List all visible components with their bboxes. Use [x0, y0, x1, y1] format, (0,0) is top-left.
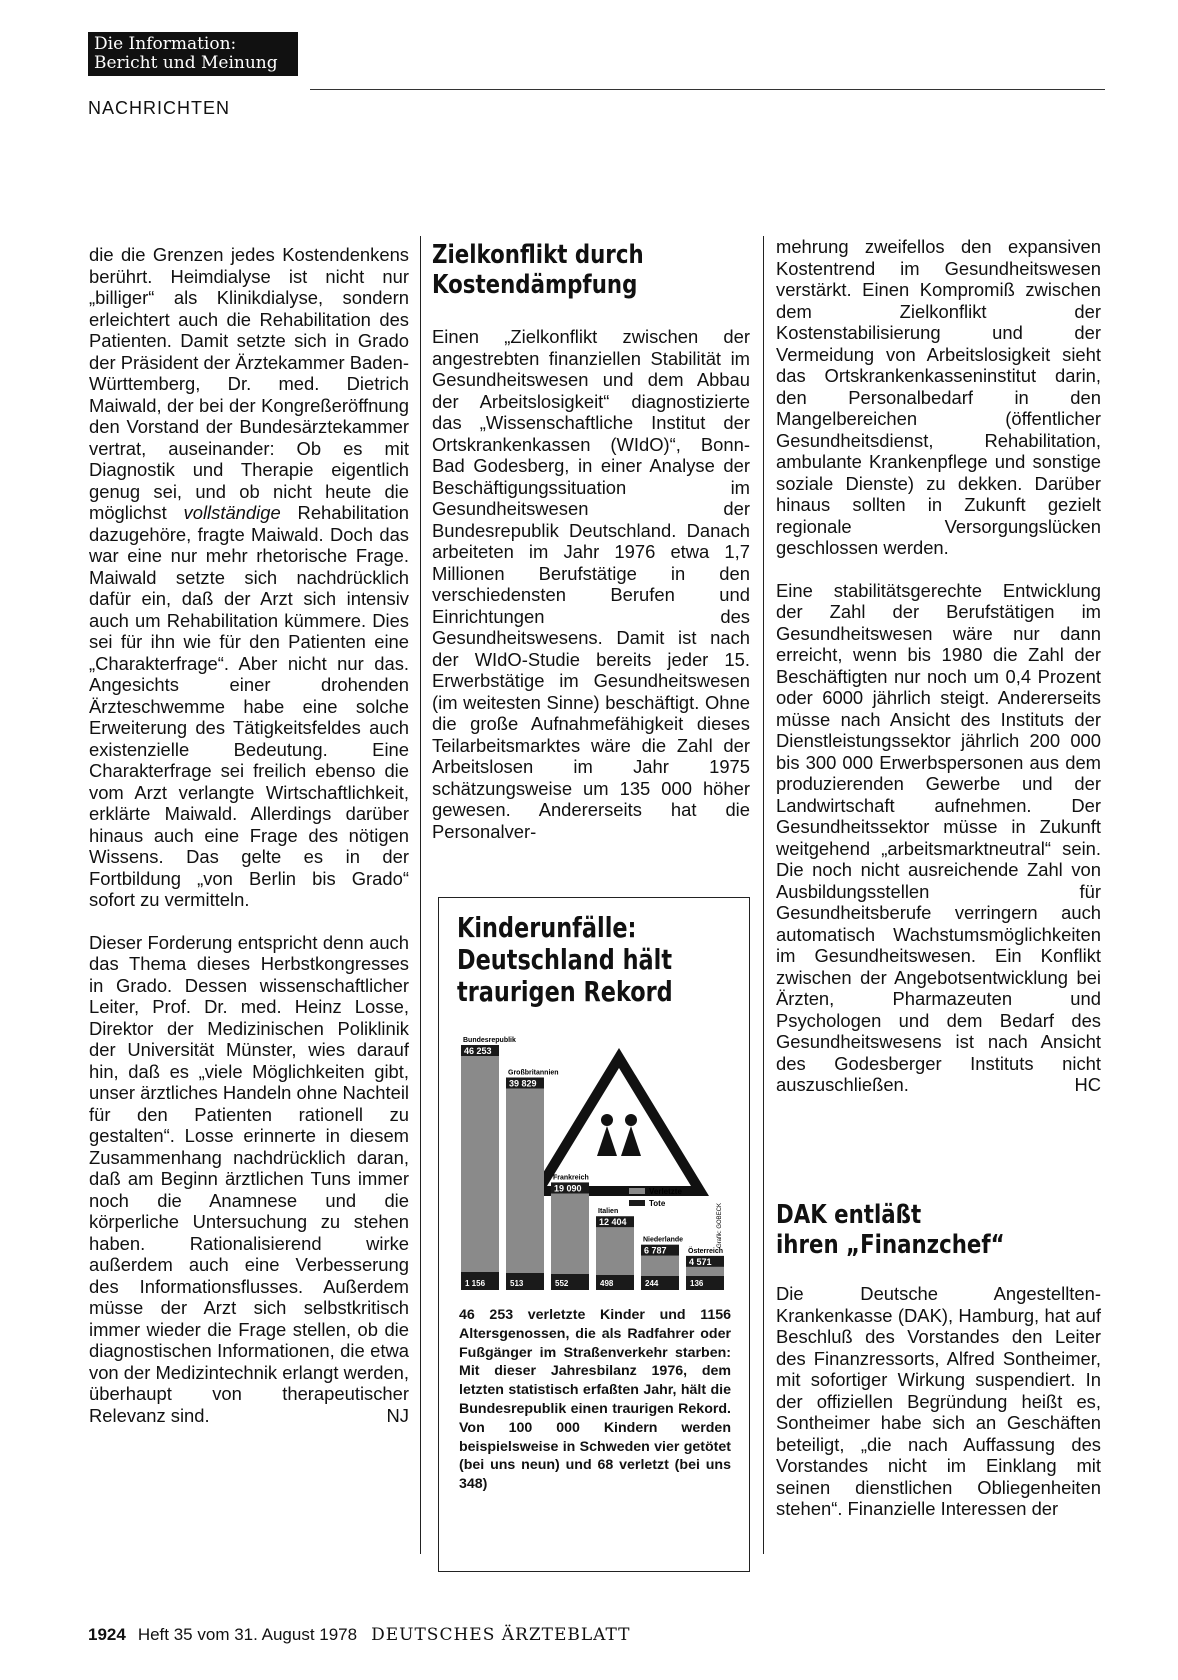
emphasis: vollständige [183, 502, 281, 523]
label-line-2: Bericht und Meinung [94, 53, 278, 73]
header-rule [310, 89, 1105, 90]
category-label: Großbritannien [508, 1069, 559, 1077]
value-label-verletzte: 12 404 [599, 1217, 627, 1228]
category-label: Niederlande [643, 1236, 684, 1244]
value-label-tote: 552 [555, 1279, 569, 1288]
value-label-verletzte: 6 787 [644, 1245, 667, 1256]
graphic-credit: Grafik: GOBECK [717, 1202, 723, 1248]
category-label: Italien [598, 1208, 619, 1216]
value-label-tote: 244 [645, 1279, 659, 1288]
column-divider-1 [420, 236, 421, 1554]
issue-info: Heft 35 vom 31. August 1978 [137, 1625, 358, 1644]
column-3 [776, 236, 1101, 1096]
value-label-verletzte: 39 829 [509, 1078, 537, 1089]
column-divider-2 [763, 236, 764, 1554]
magazine-name: DEUTSCHES ÄRZTEBLATT [371, 1625, 631, 1645]
label-line-1: Die Information: [94, 34, 237, 54]
article-headline: Zielkonflikt durch Kostendämpfung [432, 240, 644, 300]
section-title: NACHRICHTEN [88, 98, 231, 118]
legend-label-verletzte: Verletzte [649, 1187, 682, 1196]
article-headline-dak: DAK entläßt ihren „Finanzchef“ [776, 1200, 1005, 1260]
infographic-box [438, 897, 750, 1572]
bar-verletzte-1 [506, 1088, 544, 1290]
page-footer [88, 1625, 631, 1645]
value-label-tote: 1 156 [465, 1279, 486, 1288]
value-label-tote: 136 [690, 1279, 704, 1288]
author-sig: HC [1074, 1074, 1101, 1095]
col3-paragraph-2: Eine stabilitätsgerechte Entwicklung der Zahl der Berufstätigen im Gesundheitswesen wäre nur dann erreicht, wenn bis 1980 die Zahl der Beschäftigten nur noch um 0,4 Prozent oder 6000 jährlich steigt. Andererseits müsse nach Ansicht des Instituts der Dienstleistungssektor jährlich 200 000 bis 300 000 Erwerbspersonen aus dem produzierenden Gewerbe und der Landwirtschaft aufnehmen. Der Gesundheitssektor müsse in Zukunft weitgehend „arbeitsmarktneutral“ sein. Die noch nicht ausreichende Zahl von Ausbildungsstellen für Gesundheitsberufe verringern auch automatisch Wachstumsmöglichkeiten im Gesundheitswesen. Ein Konflikt zwischen der Angebotsentwicklung bei Ärzten, Pharmazeuten und Psychologen und dem Bedarf des Gesundheitswesens ist nach Ansicht des Godesberger Instituts nicht auszuschließen. HC [776, 579, 1101, 1095]
category-label: Bundesrepublik [463, 1037, 516, 1044]
legend-swatch-verletzte [629, 1188, 645, 1194]
legend-label-tote: Tote [649, 1199, 666, 1208]
infographic-caption: 46 253 verletzte Kinder und 1156 Altersgenossen, die als Radfahrer oder Fußgänger im Straßenverkehr starben: Mit dieser Jahresbilanz 1976, dem letzten statistisch erfaßten Jahr, hält die Bundesrepublik einen traurigen Rekord. Von 100 000 Kindern werden beispielsweise in Schweden vier getötet (bei uns neun) und 68 verletzt (bei uns 348) [459, 1307, 731, 1493]
section-label-box [88, 32, 298, 76]
value-label-tote: 513 [510, 1279, 524, 1288]
col1-paragraph-1: die die Grenzen jedes Kostendenkens berührt. Heimdialyse ist nicht nur „billiger“ als Klinikdialyse, sondern erleichtert auch die Rehabilitation des Patienten. Damit setzte sich in Grado der Präsident der Ärztekammer Baden-Württemberg, Dr. med. Dietrich Maiwald, der bei der Kongreßeröffnung den Vorstand der Bundesärztekammer vertrat, auseinander: Ob es mit Diagnostik und Therapie eigentlich genug sei, und ob nicht heute die möglichst vollständige Rehabilitation dazugehöre, fragte Maiwald. Doch das war eine nur mehr rhetorische Frage. Maiwald setzte sich nachdrücklich dafür ein, daß der Arzt sich intensiv auch um Rehabilitation kümmere. Dies sei für ihn wie für den Patienten eine „Charakterfrage“. Aber nicht nur das. Angesichts einer drohenden Ärzteschwemme habe eine solche Erweiterung des Tätigkeitsfeldes auch existenzielle Bedeutung. Eine Charakterfrage sei freilich ebenso die vom Arzt verlangte Wirtschaftlichkeit, erklärte Maiwald. Allerdings darüber hinaus auch eine Frage des nötigen Wissens. Das gelte es in der Fortbildung „von Berlin bis Grado“ sofort zu vermitteln. [89, 244, 409, 910]
category-label: Frankreich [553, 1174, 589, 1182]
page-number: 1924 [88, 1625, 126, 1644]
category-label: Österreich [688, 1247, 724, 1255]
col2-paragraph: Einen „Zielkonflikt zwischen der angestrebten finanziellen Stabilität im Gesundheitswesen und dem Abbau der Arbeitslosigkeit“ diagnostizierte das „Wissenschaftliche Institut der Ortskrankenkassen (WIdO)“, Bonn-Bad Godesberg, in einer Analyse der Beschäftigungssituation im Gesundheitswesen der Bundesrepublik Deutschland. Danach arbeiteten im Jahr 1976 etwa 1,7 Millionen Berufstätige in den verschiedensten Berufen und Einrichtungen des Gesundheitswesens. Damit ist nach der WIdO-Studie bereits jeder 15. Erwerbstätige im Gesundheitswesen (im weitesten Sinne) beschäftigt. Ohne die große Aufnahmefähigkeit dieses Teilarbeitsmarktes wäre die Zahl der Arbeitslosen im Jahr 1975 schätzungsweise um 135 000 höher gewesen. Andererseits hat die Personalver- [432, 326, 750, 842]
bar-verletzte-0 [461, 1056, 499, 1290]
accident-chart [459, 1028, 731, 1298]
value-label-verletzte: 19 090 [554, 1183, 582, 1194]
legend-swatch-tote [629, 1200, 645, 1206]
column-3-dak [776, 1283, 1101, 1520]
col3-paragraph-1: mehrung zweifellos den expansiven Kostentrend im Gesundheitswesen verstärkt. Einen Kompromiß zwischen dem Zielkonflikt der Kostenstabilisierung und der Vermeidung von Arbeitslosigkeit sieht das Ortskrankenkasseninstitut darin, den Personalbedarf in den Mangelbereichen (öffentlicher Gesundheitsdienst, Rehabilitation, ambulante Krankenpflege und sonstige soziale Dienste) zu dekken. Darüber hinaus sollten in Zukunft gezielt regionale Versorgungslücken geschlossen werden. [776, 236, 1101, 558]
value-label-verletzte: 46 253 [464, 1046, 492, 1056]
column-1 [89, 244, 409, 1426]
author-sig: NJ [386, 1404, 409, 1426]
infographic-title: Kinderunfälle: Deutschland hält traurigen Rekord [457, 911, 673, 1008]
value-label-tote: 498 [600, 1279, 614, 1288]
value-label-verletzte: 4 571 [689, 1256, 712, 1267]
col1-paragraph-2: Dieser Forderung entspricht denn auch das Thema dieses Herbstkongresses in Grado. Dessen wissenschaftlicher Leiter, Prof. Dr. med. Heinz Losse, Direktor der Medizinischen Poliklinik der Universität Münster, wies darauf hin, daß es „viele Möglichkeiten gibt, unser ärztliches Handeln ohne Nachteil für den Patienten rationell zu gestalten“. Losse erinnerte in diesem Zusammenhang nachdrücklich daran, daß am Beginn ärztlichen Tuns immer noch die Anamnese und die körperliche Untersuchung zu stehen haben. Rationalisierend wirke außerdem auch eine Verbesserung des Informationsflusses. Außerdem müsse der Arzt sich selbstkritisch immer wieder die Frage stellen, ob die diagnostischen Informationen, die etwa von der Medizintechnik erlangt werden, überhaupt von therapeutischer Relevanz sind. NJ [89, 931, 409, 1426]
column-2 [432, 326, 750, 842]
dak-paragraph: Die Deutsche Angestellten-Krankenkasse (DAK), Hamburg, hat auf Beschluß des Vorstandes den Leiter des Finanzressorts, Alfred Sontheimer, mit sofortiger Wirkung suspendiert. In der offiziellen Begründung heißt es, Sontheimer habe sich an Geschäften beteiligt, „die nach Auffassung des Vorstandes nicht im Einklang mit seinen dienstlichen Obliegenheiten stehen“. Finanzielle Interessen der [776, 1283, 1101, 1519]
